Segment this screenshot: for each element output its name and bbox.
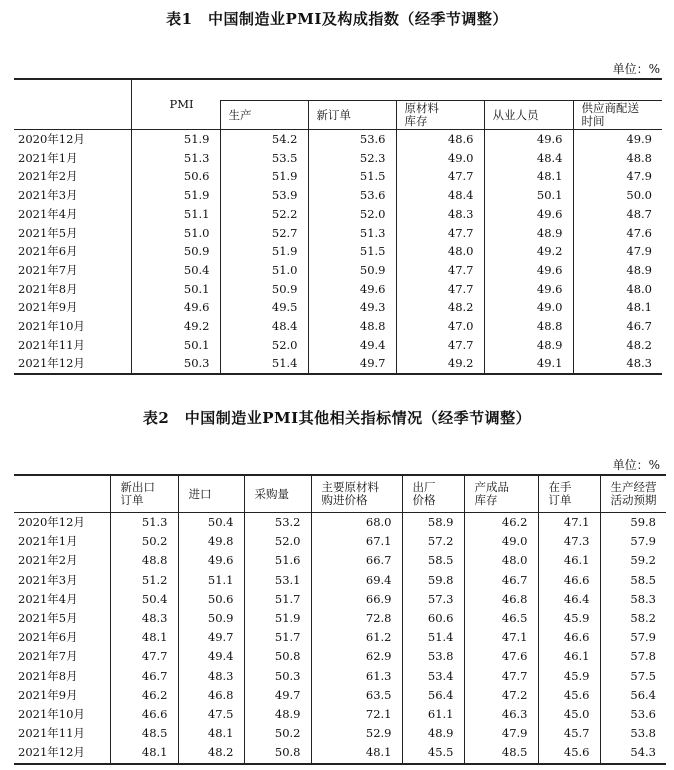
cell-value: 48.3: [110, 609, 178, 628]
cell-value: 49.3: [308, 298, 396, 317]
table-row: [14, 686, 666, 705]
column-header: [396, 101, 484, 130]
cell-value: 53.5: [220, 149, 308, 168]
cell-value: 45.6: [538, 686, 600, 705]
cell-value: 72.1: [311, 705, 402, 724]
cell-value: 47.7: [396, 261, 484, 280]
cell-value: 58.3: [600, 590, 666, 609]
table-row: [14, 242, 662, 261]
row-date: 2021年3月: [18, 188, 78, 203]
cell-value: 49.0: [484, 298, 573, 317]
cell-value: 49.0: [396, 149, 484, 168]
table-row: [14, 647, 666, 666]
column-header-line: 供应商配送: [581, 101, 639, 115]
cell-value: 68.0: [311, 513, 402, 533]
cell-value: 53.2: [244, 513, 311, 533]
cell-value: 51.9: [220, 167, 308, 186]
row-date: 2021年6月: [18, 244, 78, 259]
cell-value: 52.9: [311, 724, 402, 743]
cell-value: 47.7: [110, 647, 178, 666]
cell-value: 48.3: [396, 205, 484, 224]
column-header-line: 购进价格: [321, 493, 368, 507]
table-row: [14, 186, 662, 205]
cell-value: 51.5: [308, 167, 396, 186]
cell-value: 47.1: [538, 513, 600, 533]
cell-value: 51.7: [244, 590, 311, 609]
cell-value: 51.0: [131, 224, 220, 243]
cell-value: 58.5: [402, 551, 464, 570]
cell-value: 49.6: [484, 130, 573, 149]
cell-value: 51.1: [178, 571, 244, 590]
cell-value: 50.4: [178, 513, 244, 533]
table-row: [14, 336, 662, 355]
column-header-line: 生产经营: [610, 480, 657, 494]
cell-value: 46.5: [464, 609, 538, 628]
cell-value: 49.4: [178, 647, 244, 666]
cell-value: 45.9: [538, 609, 600, 628]
cell-value: 51.2: [110, 571, 178, 590]
row-date: 2021年4月: [18, 591, 78, 606]
cell-value: 48.9: [244, 705, 311, 724]
cell-value: 50.8: [244, 647, 311, 666]
row-date: 2021年7月: [18, 649, 78, 664]
cell-value: 56.4: [600, 686, 666, 705]
row-date: 2021年7月: [18, 262, 78, 277]
column-header-line: 主要原材料: [321, 480, 379, 494]
column-header: [308, 101, 396, 130]
table-row: [14, 317, 662, 336]
cell-value: 51.1: [131, 205, 220, 224]
table-row: [14, 261, 662, 280]
cell-value: 51.9: [220, 242, 308, 261]
cell-value: 53.1: [244, 571, 311, 590]
cell-value: 53.8: [402, 647, 464, 666]
row-date: 2021年4月: [18, 206, 78, 221]
cell-value: 72.8: [311, 609, 402, 628]
cell-value: 53.6: [308, 130, 396, 149]
cell-value: 53.4: [402, 667, 464, 686]
column-header-line: 价格: [412, 493, 436, 507]
cell-value: 47.7: [396, 167, 484, 186]
cell-value: 49.6: [178, 551, 244, 570]
column-header: [311, 475, 402, 513]
row-date: 2021年11月: [18, 726, 85, 741]
cell-value: 53.6: [600, 705, 666, 724]
column-header-line: 产成品: [474, 480, 509, 494]
table-row: [14, 571, 666, 590]
cell-value: 48.1: [311, 743, 402, 763]
cell-value: 47.7: [396, 336, 484, 355]
cell-value: 50.3: [244, 667, 311, 686]
cell-value: 49.8: [178, 532, 244, 551]
column-header-line: 库存: [474, 493, 498, 507]
column-header: [538, 475, 600, 513]
cell-value: 58.5: [600, 571, 666, 590]
cell-value: 50.4: [131, 261, 220, 280]
cell-value: 49.6: [484, 280, 573, 299]
row-date: 2021年9月: [18, 300, 78, 315]
cell-value: 48.5: [110, 724, 178, 743]
column-header-line: 时间: [581, 114, 605, 128]
cell-value: 48.5: [464, 743, 538, 763]
cell-value: 63.5: [311, 686, 402, 705]
cell-value: 48.1: [484, 167, 573, 186]
cell-value: 48.9: [573, 261, 662, 280]
cell-value: 45.0: [538, 705, 600, 724]
column-header-line: 出厂: [412, 480, 436, 494]
table-row: [14, 280, 662, 299]
cell-value: 49.4: [308, 336, 396, 355]
cell-value: 48.4: [396, 186, 484, 205]
cell-value: 53.9: [220, 186, 308, 205]
table1-title: 表1 中国制造业PMI及构成指数（经季节调整）: [166, 10, 508, 28]
cell-value: 49.2: [484, 242, 573, 261]
table1: [14, 78, 662, 375]
cell-value: 46.8: [464, 590, 538, 609]
column-header-line: 在手: [548, 480, 572, 494]
cell-value: 49.6: [308, 280, 396, 299]
cell-value: 49.6: [131, 298, 220, 317]
table-row: [14, 609, 666, 628]
cell-value: 50.9: [220, 280, 308, 299]
cell-value: 45.5: [402, 743, 464, 763]
cell-value: 51.3: [131, 149, 220, 168]
cell-value: 52.0: [308, 205, 396, 224]
cell-value: 69.4: [311, 571, 402, 590]
cell-value: 45.7: [538, 724, 600, 743]
cell-value: 46.2: [464, 513, 538, 533]
column-header: [464, 475, 538, 513]
cell-value: 50.4: [110, 590, 178, 609]
cell-value: 53.6: [308, 186, 396, 205]
table-row: [14, 298, 662, 317]
column-header-line: 采购量: [254, 486, 289, 501]
table1-pmi-header: PMI: [131, 79, 220, 130]
row-date: 2021年8月: [18, 281, 78, 296]
cell-value: 52.0: [244, 532, 311, 551]
cell-value: 47.3: [538, 532, 600, 551]
cell-value: 48.4: [484, 149, 573, 168]
cell-value: 49.7: [178, 628, 244, 647]
table-row: [14, 667, 666, 686]
column-header-line: 原材料: [404, 101, 439, 115]
row-date: 2021年12月: [14, 743, 110, 763]
cell-value: 45.9: [538, 667, 600, 686]
table-row: [14, 532, 666, 551]
cell-value: 62.9: [311, 647, 402, 666]
row-date: 2021年11月: [18, 337, 85, 352]
cell-value: 51.7: [244, 628, 311, 647]
cell-value: 48.2: [178, 743, 244, 763]
row-date: 2021年5月: [18, 225, 78, 240]
cell-value: 47.0: [396, 317, 484, 336]
cell-value: 46.6: [110, 705, 178, 724]
cell-value: 57.3: [402, 590, 464, 609]
cell-value: 46.1: [538, 551, 600, 570]
column-header-line: 新订单: [316, 107, 351, 122]
cell-value: 48.1: [178, 724, 244, 743]
cell-value: 46.8: [178, 686, 244, 705]
cell-value: 48.8: [484, 317, 573, 336]
cell-value: 50.9: [131, 242, 220, 261]
cell-value: 48.8: [308, 317, 396, 336]
row-date: 2021年2月: [18, 553, 78, 568]
cell-value: 50.0: [573, 186, 662, 205]
cell-value: 57.9: [600, 628, 666, 647]
cell-value: 47.1: [464, 628, 538, 647]
cell-value: 51.4: [402, 628, 464, 647]
cell-value: 47.9: [573, 242, 662, 261]
cell-value: 49.6: [484, 205, 573, 224]
cell-value: 48.9: [484, 336, 573, 355]
table2-title: 表2 中国制造业PMI其他相关指标情况（经季节调整）: [142, 409, 532, 427]
column-header-line: 订单: [548, 493, 572, 507]
cell-value: 48.0: [573, 280, 662, 299]
row-date: 2021年1月: [18, 534, 78, 549]
cell-value: 56.4: [402, 686, 464, 705]
column-header-line: 新出口: [120, 480, 155, 494]
table-row: [14, 513, 666, 533]
cell-value: 49.0: [464, 532, 538, 551]
cell-value: 49.6: [484, 261, 573, 280]
table-row: [14, 551, 666, 570]
column-header-line: 生产: [228, 107, 252, 122]
cell-value: 59.2: [600, 551, 666, 570]
column-header: [402, 475, 464, 513]
cell-value: 48.1: [110, 628, 178, 647]
cell-value: 57.8: [600, 647, 666, 666]
column-header-line: 从业人员: [492, 107, 539, 122]
cell-value: 46.3: [464, 705, 538, 724]
cell-value: 45.6: [538, 743, 600, 763]
cell-value: 61.3: [311, 667, 402, 686]
cell-value: 50.2: [110, 532, 178, 551]
cell-value: 50.9: [178, 609, 244, 628]
cell-value: 57.2: [402, 532, 464, 551]
cell-value: 48.3: [178, 667, 244, 686]
cell-value: 47.9: [464, 724, 538, 743]
table-row: [14, 705, 666, 724]
row-date: 2021年1月: [18, 150, 78, 165]
cell-value: 50.1: [484, 186, 573, 205]
column-header-line: 库存: [404, 114, 428, 128]
row-date: 2021年10月: [18, 707, 85, 722]
table-row: [14, 224, 662, 243]
cell-value: 67.1: [311, 532, 402, 551]
cell-value: 53.8: [600, 724, 666, 743]
cell-value: 49.5: [220, 298, 308, 317]
cell-value: 49.2: [131, 317, 220, 336]
cell-value: 50.8: [244, 743, 311, 763]
table1-unit: 单位：%: [612, 62, 660, 76]
table-row: [14, 130, 662, 149]
cell-value: 48.9: [402, 724, 464, 743]
cell-value: 46.7: [464, 571, 538, 590]
cell-value: 48.1: [110, 743, 178, 763]
cell-value: 60.6: [402, 609, 464, 628]
cell-value: 51.3: [308, 224, 396, 243]
cell-value: 48.3: [573, 354, 662, 374]
cell-value: 51.9: [131, 130, 220, 149]
table-row: [14, 724, 666, 743]
cell-value: 61.1: [402, 705, 464, 724]
cell-value: 49.7: [244, 686, 311, 705]
row-date: 2021年12月: [14, 354, 131, 374]
cell-value: 47.7: [396, 280, 484, 299]
table-row: [14, 628, 666, 647]
cell-value: 49.1: [484, 354, 573, 374]
cell-value: 50.1: [131, 280, 220, 299]
cell-value: 48.8: [110, 551, 178, 570]
cell-value: 48.0: [396, 242, 484, 261]
column-header-line: 订单: [120, 493, 144, 507]
cell-value: 52.7: [220, 224, 308, 243]
cell-value: 49.9: [573, 130, 662, 149]
row-date: 2021年8月: [18, 668, 78, 683]
cell-value: 47.7: [396, 224, 484, 243]
cell-value: 66.7: [311, 551, 402, 570]
cell-value: 51.4: [220, 354, 308, 374]
column-header: [600, 475, 666, 513]
cell-value: 46.1: [538, 647, 600, 666]
cell-value: 47.6: [464, 647, 538, 666]
row-date: 2021年6月: [18, 630, 78, 645]
cell-value: 57.5: [600, 667, 666, 686]
row-date: 2021年5月: [18, 611, 78, 626]
cell-value: 51.5: [308, 242, 396, 261]
cell-value: 54.3: [600, 743, 666, 763]
cell-value: 51.9: [131, 186, 220, 205]
cell-value: 52.0: [220, 336, 308, 355]
cell-value: 47.7: [464, 667, 538, 686]
row-date: 2020年12月: [14, 130, 131, 149]
cell-value: 48.4: [220, 317, 308, 336]
table-row: [14, 205, 662, 224]
cell-value: 50.2: [244, 724, 311, 743]
column-header: [110, 475, 178, 513]
table-row: [14, 167, 662, 186]
table2: [14, 474, 666, 765]
cell-value: 48.2: [396, 298, 484, 317]
table2-unit: 单位：%: [612, 458, 660, 472]
cell-value: 50.3: [131, 354, 220, 374]
row-date: 2021年2月: [18, 169, 78, 184]
cell-value: 54.2: [220, 130, 308, 149]
table1-corner: [14, 79, 131, 130]
column-header-line: 活动预期: [610, 493, 657, 507]
table-row: [14, 743, 666, 763]
cell-value: 46.2: [110, 686, 178, 705]
cell-value: 58.2: [600, 609, 666, 628]
cell-value: 57.9: [600, 532, 666, 551]
cell-value: 59.8: [600, 513, 666, 533]
cell-value: 48.0: [464, 551, 538, 570]
cell-value: 50.6: [178, 590, 244, 609]
row-date: 2020年12月: [14, 513, 110, 533]
column-header-line: 进口: [188, 486, 212, 501]
cell-value: 46.7: [573, 317, 662, 336]
cell-value: 48.6: [396, 130, 484, 149]
table-row: [14, 149, 662, 168]
cell-value: 51.6: [244, 551, 311, 570]
cell-value: 46.6: [538, 628, 600, 647]
cell-value: 49.7: [308, 354, 396, 374]
cell-value: 47.9: [573, 167, 662, 186]
table-row: [14, 354, 662, 374]
cell-value: 48.2: [573, 336, 662, 355]
cell-value: 46.4: [538, 590, 600, 609]
cell-value: 48.1: [573, 298, 662, 317]
cell-value: 61.2: [311, 628, 402, 647]
column-header: [178, 475, 244, 513]
row-date: 2021年9月: [18, 687, 78, 702]
row-date: 2021年10月: [18, 319, 85, 334]
column-header: [573, 101, 662, 130]
column-header: [244, 475, 311, 513]
cell-value: 47.6: [573, 224, 662, 243]
cell-value: 48.9: [484, 224, 573, 243]
cell-value: 52.2: [220, 205, 308, 224]
column-header: [484, 101, 573, 130]
cell-value: 59.8: [402, 571, 464, 590]
column-header: [220, 101, 308, 130]
cell-value: 50.1: [131, 336, 220, 355]
cell-value: 47.5: [178, 705, 244, 724]
cell-value: 66.9: [311, 590, 402, 609]
cell-value: 51.3: [110, 513, 178, 533]
row-date: 2021年3月: [18, 572, 78, 587]
table-row: [14, 590, 666, 609]
cell-value: 46.6: [538, 571, 600, 590]
cell-value: 50.6: [131, 167, 220, 186]
cell-value: 51.0: [220, 261, 308, 280]
cell-value: 58.9: [402, 513, 464, 533]
cell-value: 46.7: [110, 667, 178, 686]
corner-cell: [14, 475, 110, 513]
cell-value: 47.2: [464, 686, 538, 705]
cell-value: 48.7: [573, 205, 662, 224]
cell-value: 52.3: [308, 149, 396, 168]
cell-value: 49.2: [396, 354, 484, 374]
cell-value: 50.9: [308, 261, 396, 280]
cell-value: 48.8: [573, 149, 662, 168]
cell-value: 51.9: [244, 609, 311, 628]
